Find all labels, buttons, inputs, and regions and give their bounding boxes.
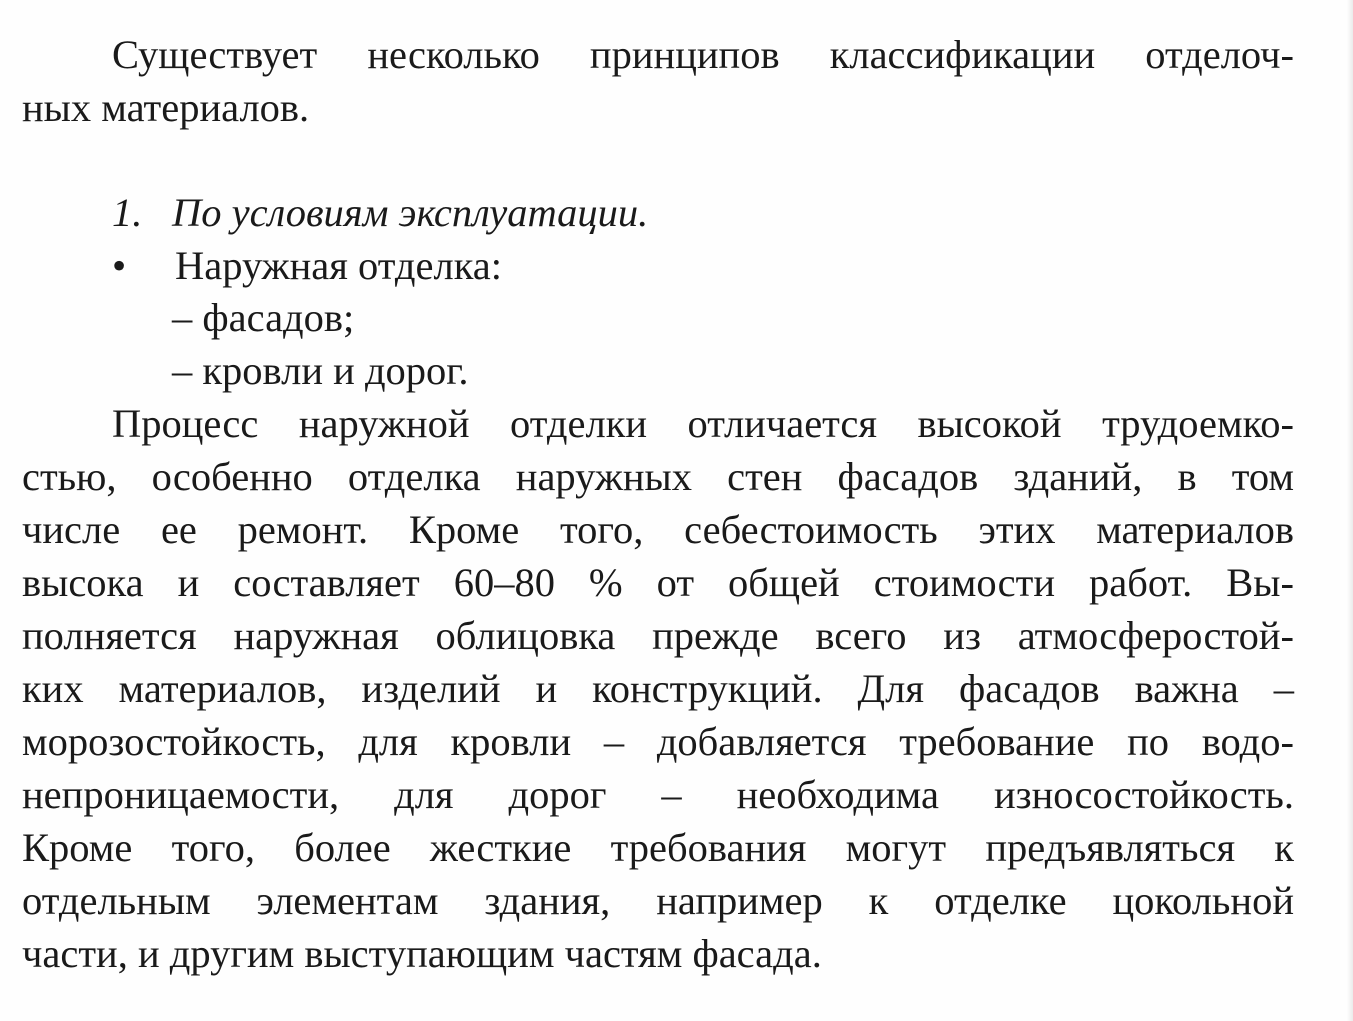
paragraph-line-10: отдельным элементам здания, например к отделке цокольной: [22, 878, 1294, 923]
paragraph-line-8: непроницаемости, для дорог – необходима износостойкость.: [22, 772, 1294, 817]
sub-item-facades: – фасадов;: [172, 295, 355, 340]
intro-line-2: ных материалов.: [22, 85, 310, 130]
paragraph-line-9: Кроме того, более жесткие требования могут предъявляться к: [22, 825, 1294, 870]
paragraph-line-6: ких материалов, изделий и конструкций. Для фасадов важна –: [22, 666, 1294, 711]
sub-item-roofs-roads: – кровли и дорог.: [172, 348, 469, 393]
paragraph-line-2: стью, особенно отделка наружных стен фасадов зданий, в том: [22, 454, 1294, 499]
paragraph-line-5: полняется наружная облицовка прежде всего из атмосферостой-: [22, 613, 1294, 658]
paragraph-line-4: высока и составляет 60–80 % от общей стоимости работ. Вы-: [22, 560, 1294, 605]
paragraph-line-7: морозостойкость, для кровли – добавляется требование по водо-: [22, 719, 1294, 764]
heading-text: По условиям эксплуатации.: [172, 190, 649, 235]
heading-number: 1.: [112, 190, 143, 235]
intro-line-1: Существует несколько принципов классификации отделоч-: [112, 32, 1294, 77]
paragraph-line-1: Процесс наружной отделки отличается высокой трудоемко-: [112, 401, 1294, 446]
paragraph-line-11: части, и другим выступающим частям фасада.: [22, 931, 822, 976]
paragraph-line-3: числе ее ремонт. Кроме того, себестоимость этих материалов: [22, 507, 1294, 552]
bullet-item: Наружная отделка:: [175, 243, 503, 288]
page-edge-shadow: [1347, 0, 1353, 1021]
bullet-icon: •: [112, 243, 127, 288]
